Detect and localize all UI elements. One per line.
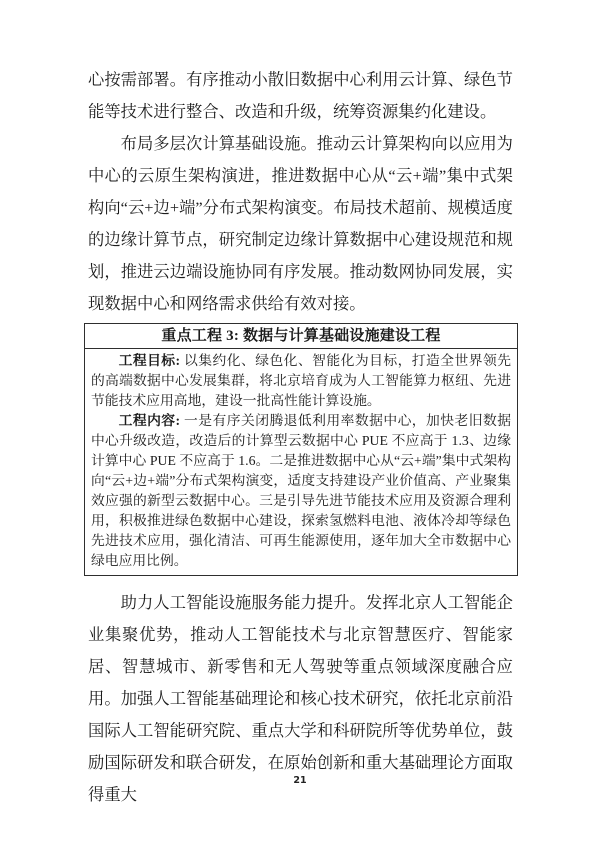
project-content-text: 一是有序关闭腾退低利用率数据中心，加快老旧数据中心升级改造，改造后的计算型云数据中心 PUE 不应高于 1.3、边缘计算中心 PUE 不应高于 1.6。二是推进数据中心从“云+端”集中式架构向“云+边+端”分布式架构演变，适度支持建设产业价值高、产业聚集效应强的新型云数据中心。三是引导先进节能技术应用及资源合理利用，积极推进绿色数据中心建设，探索氢燃料电池、液体冷却等绿色先进技术应用，强化清洁、可再生能源使用，逐年加大全市数据中心绿电应用比例。 xyxy=(91,413,512,568)
project-goal-paragraph xyxy=(91,351,511,411)
page-content xyxy=(88,64,513,811)
key-project-box-body xyxy=(85,349,517,575)
project-goal-label: 工程目标: xyxy=(118,353,185,368)
paragraph-continuation: 心按需部署。有序推动小散旧数据中心利用云计算、绿色节能等技术进行整合、改造和升级，统筹资源集约化建设。 xyxy=(88,70,513,121)
key-project-box-title: 重点工程 3: 数据与计算基础设施建设工程 xyxy=(85,324,517,349)
project-content-paragraph xyxy=(91,411,511,571)
project-goal-text: 以集约化、绿色化、智能化为目标，打造全世界领先的高端数据中心发展集群，将北京培育成为人工智能算力枢纽、先进节能技术应用高地，建设一批高性能计算设施。 xyxy=(91,353,512,408)
project-content-label: 工程内容: xyxy=(118,413,185,428)
paragraph-ai-services: 助力人工智能设施服务能力提升。发挥北京人工智能企业集聚优势，推动人工智能技术与北京智慧医疗、智能家居、智慧城市、新零售和无人驾驶等重点领域深度融合应用。加强人工智能基础理论和核心技术研究，依托北京前沿国际人工智能研究院、重点大学和科研院所等优势单位，鼓励国际研发和联合研发，在原始创新和重大基础理论方面取得重大 xyxy=(88,593,513,804)
paragraph-compute-infrastructure: 布局多层次计算基础设施。推动云计算架构向以应用为中心的云原生架构演进，推进数据中心从“云+端”集中式架构向“云+边+端”分布式架构演变。布局技术超前、规模适度的边缘计算节点，研究制定边缘计算数据中心建设规范和规划，推进云边端设施协同有序发展。推动数网协同发展，实现数据中心和网络需求供给有效对接。 xyxy=(88,134,513,313)
key-project-box xyxy=(84,323,518,576)
page-number: 21 xyxy=(293,775,307,786)
